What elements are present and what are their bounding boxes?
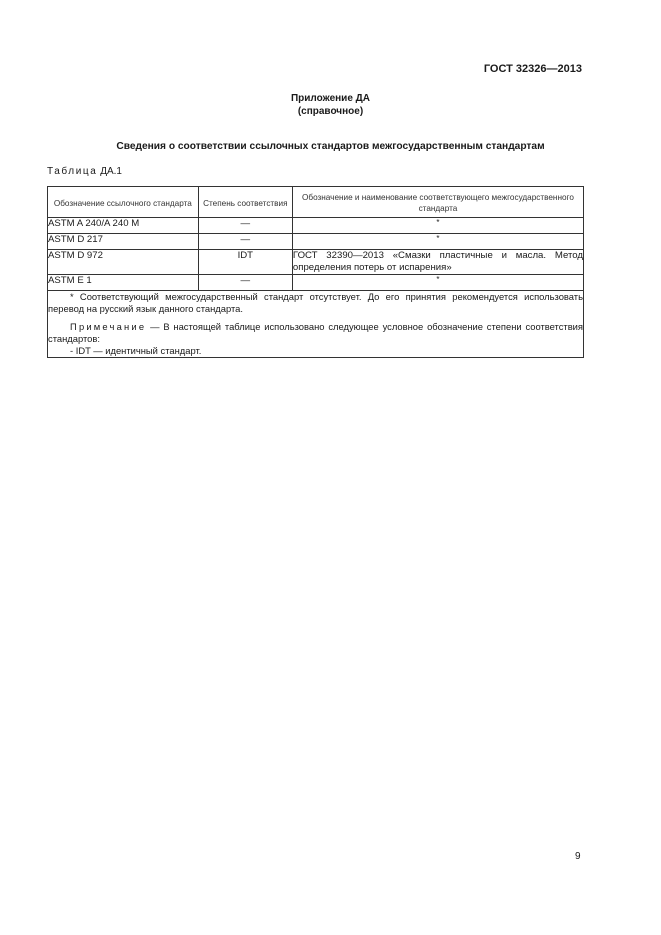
column-header: Степень соответствия (198, 187, 292, 218)
standard-number: ГОСТ 32326—2013 (483, 63, 582, 75)
cell-degree: — (198, 218, 292, 234)
cell-standard: * (292, 234, 583, 250)
cell-degree: — (198, 234, 292, 250)
column-header: Обозначение и наименование соответствующего межгосударственного стандарта (292, 187, 583, 218)
table-row (48, 250, 584, 275)
page-number: 9 (575, 851, 581, 862)
cell-degree: — (198, 275, 292, 291)
annex-subtitle: (справочное) (297, 106, 364, 117)
annex-title: Приложение ДА (290, 93, 371, 104)
table-caption-label: Таблица (47, 166, 98, 177)
column-header: Обозначение ссылочного стандарта (48, 187, 199, 218)
cell-standard: * (292, 275, 583, 291)
cell-ref: ASTM A 240/A 240 M (48, 218, 199, 234)
cell-ref: ASTM D 217 (48, 234, 199, 250)
cell-standard: * (292, 218, 583, 234)
cell-degree: IDT (198, 250, 292, 275)
table-footer-row (48, 291, 584, 358)
note (48, 321, 583, 345)
note-item: - IDT — идентичный стандарт. (70, 345, 202, 356)
table-caption-number: ДА.1 (100, 166, 122, 177)
footnote: * Соответствующий межгосударственный стандарт отсутствует. До его принятия рекомендуется использовать перевод на русский язык данного стандарта. (48, 291, 583, 314)
note-text: — В настоящей таблице использовано следующее условное обозначение степени соответствия стандартов: (48, 321, 583, 344)
cell-ref: ASTM D 972 (48, 250, 199, 275)
note-label: Примечание (70, 321, 147, 332)
cell-ref: ASTM E 1 (48, 275, 199, 291)
table-row (48, 275, 584, 291)
annex-heading (0, 92, 661, 118)
table-caption (47, 166, 122, 177)
section-heading: Сведения о соответствии ссылочных стандартов межгосударственным стандартам (116, 141, 545, 152)
cell-standard: ГОСТ 32390—2013 «Смазки пластичные и масла. Метод определения потерь от испарения» (292, 250, 583, 273)
table-row (48, 218, 584, 234)
table-notes (48, 291, 584, 358)
reference-table (47, 186, 584, 358)
table-row (48, 234, 584, 250)
table-header-row (48, 187, 584, 218)
